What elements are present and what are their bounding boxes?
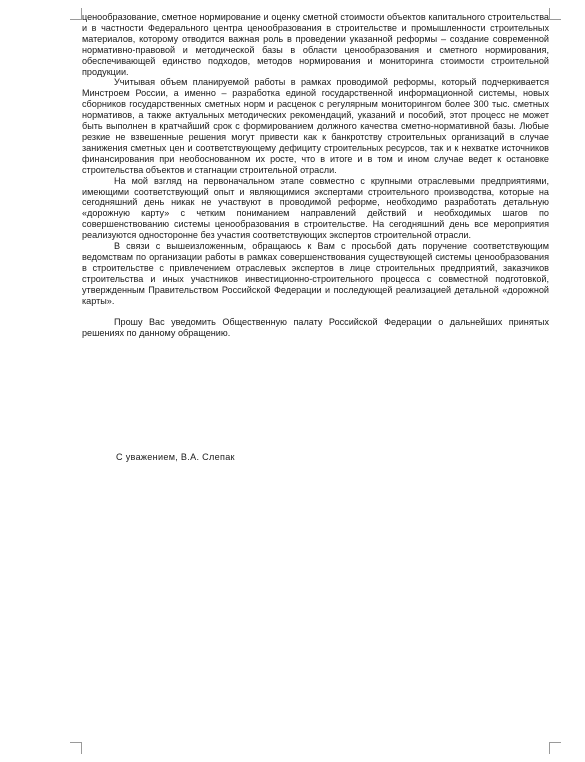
paragraph-notification-request: Прошу Вас уведомить Общественную палату Российской Федерации о дальнейших принятых решениях по данному обращению.	[82, 317, 549, 339]
page-corner-mark-bottom-right	[549, 742, 561, 754]
paragraph-roadmap-proposal: На мой взгляд на первоначальном этапе совместно с крупными отраслевыми предприятиями, имеющими соответствующий опыт и являющимися экспертами строительного производства, которые на сегодняшний день никак не участвуют в проводимой реформе, необходимо разработать детальную «дорожную карту» с четким пониманием направлений действий и необходимых шагов по совершенствованию системы ценообразования в строительстве. На сегодняшний день все мероприятия реализуются односторонне без участия соответствующих экспертов строительной отрасли.	[82, 175, 549, 241]
document-body	[82, 12, 549, 339]
page-corner-mark-bottom-left	[70, 742, 82, 754]
paragraph-continuation: ценообразование, сметное нормирование и оценку сметной стоимости объектов капитального строительства и в частности Федерального центра ценообразования в строительстве и промышленности строительных материалов, которому отводится важная роль в проведении указанной реформы – создание современной нормативно-правовой и методической базы в области ценообразования и сметного нормирования, обеспечивающей единство подходов, методов нормирования и мониторинга стоимости строительной продукции.	[82, 12, 549, 77]
signature-closing: С уважением, В.А. Слепак	[116, 452, 235, 462]
page-corner-mark-top-left	[70, 8, 82, 20]
page-corner-mark-top-right	[549, 8, 561, 20]
paragraph-request: В связи с вышеизложенным, обращаюсь к Вам с просьбой дать поручение соответствующим ведомствам по организации работы в рамках совершенствования существующей системы ценообразования в строительстве с привлечением отраслевых экспертов в лице строительных предприятий, заказчиков строительства и иных участников инвестиционно-строительного процесса с совместной подготовкой, утвержденным Правительством Российской Федерации и последующей реализацией детальной «дорожной карты».	[82, 241, 549, 306]
paragraph-reform-scope: Учитывая объем планируемой работы в рамках проводимой реформы, который подчеркивается Минстроем России, а именно – разработка единой государственной информационной системы, новых сборников государственных сметных норм и расценок с регулярным мониторингом более 300 тыс. сметных нормативов, а также актуальных методических рекомендаций, указаний и пособий, этот процесс не может быть выполнен в кратчайший срок с формированием должного качества сметно-нормативной базы. Любые резкие не взвешенные решения могут привести как к банкротству строительных организаций в случае занижения сметных цен и соответствующему дефициту строительных ресурсов, так и к нехватке источников финансирования при необоснованном их росте, что в итоге и в том и ином случае ведет к остановке строительства объектов и стагнации строительной отрасли.	[82, 77, 549, 175]
